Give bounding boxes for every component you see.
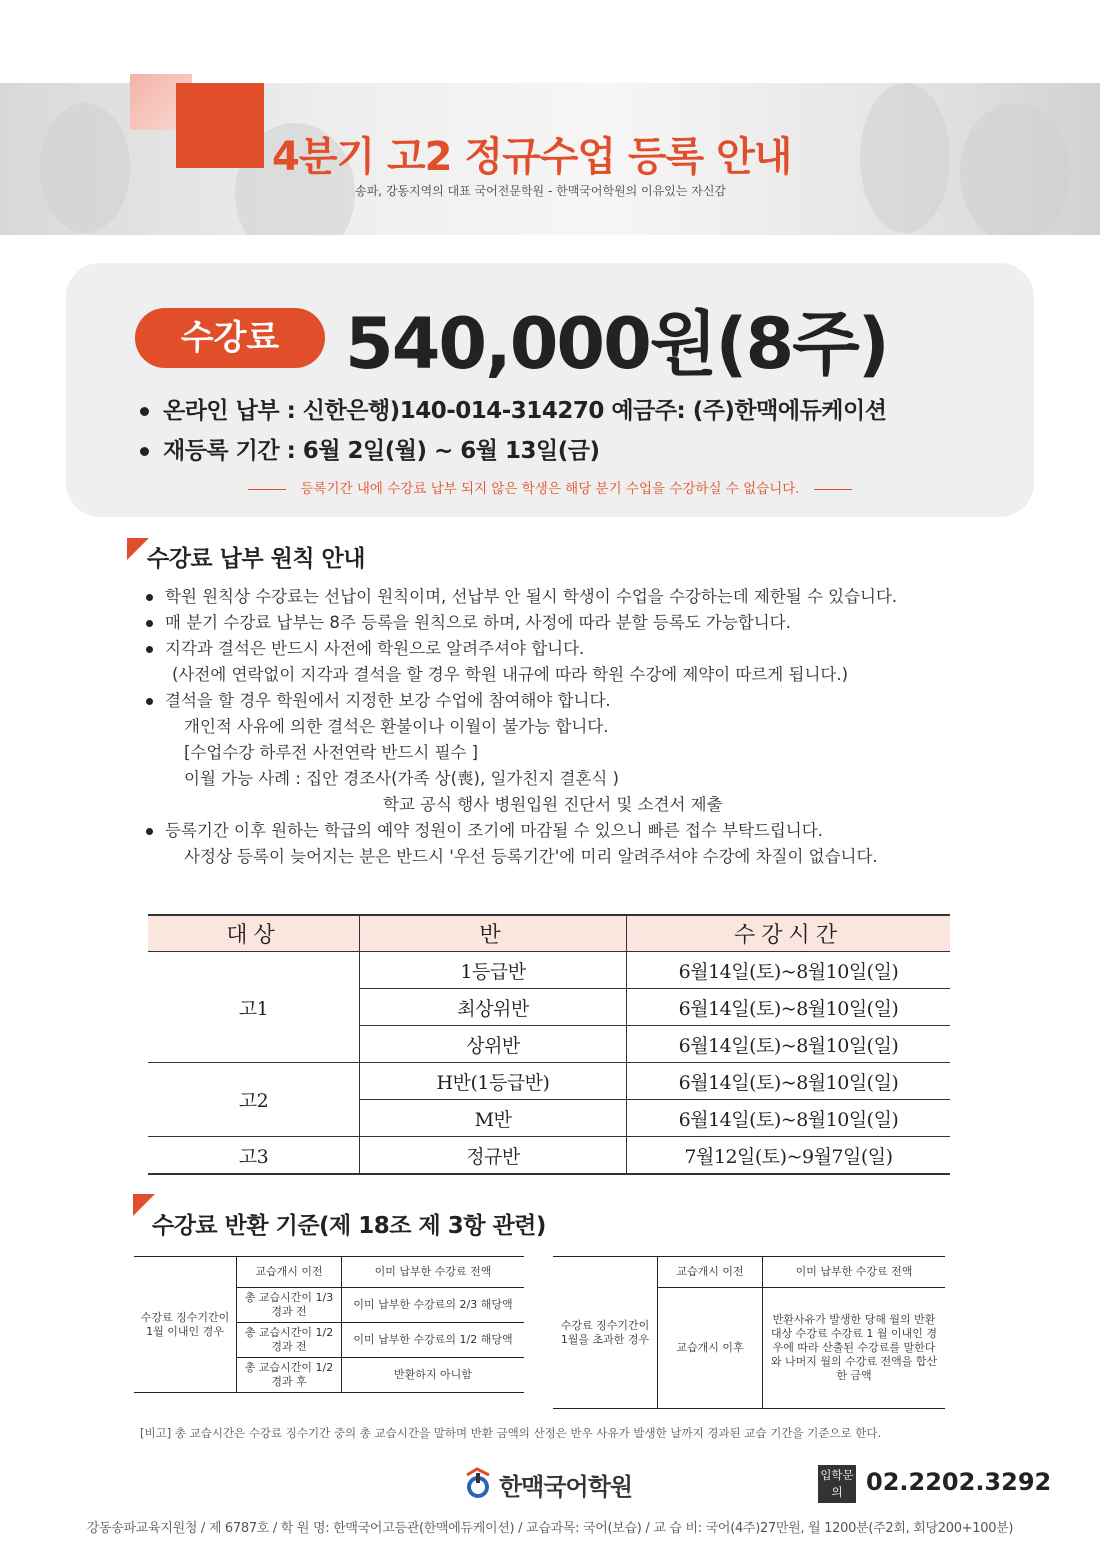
time-cell: 6월14일(토)~8월10일(일) [627, 952, 951, 989]
amount-cell: 이미 납부한 수강료의 1/2 해당액 [342, 1323, 525, 1358]
page-title: 4분기 고2 정규수업 등록 안내 [272, 134, 792, 180]
payment-text: 온라인 납부 : 신한은행)140-014-314270 예금주: (주)한맥에듀케이션 [163, 398, 887, 424]
group-cell: 고3 [148, 1137, 360, 1175]
amount-cell: 이미 납부한 수강료 전액 [342, 1257, 525, 1288]
banner-photo-figure [960, 103, 1070, 235]
bullet-icon [146, 594, 153, 601]
cond-cell: 교습개시 이후 [658, 1288, 763, 1409]
table-row [553, 1257, 945, 1288]
rules-list [146, 584, 1046, 870]
refund-table-left [134, 1256, 524, 1393]
list-item: 등록기간 이후 원하는 학급의 예약 정원이 조기에 마감될 수 있으니 빠른 접수 부탁드립니다. [146, 818, 1046, 844]
group-cell: 고1 [148, 952, 360, 1063]
period-cell: 수강료 징수기간이 1월 이내인 경우 [134, 1257, 237, 1393]
divider [248, 489, 286, 490]
refund-title: 수강료 반환 기준(제 18조 제 3항 관련) [152, 1213, 546, 1239]
time-cell: 6월14일(토)~8월10일(일) [627, 1026, 951, 1063]
time-cell: 6월14일(토)~8월10일(일) [627, 1100, 951, 1137]
cond-cell: 교습개시 이전 [237, 1257, 342, 1288]
inquiry-badge: 입학문의 [818, 1465, 856, 1503]
banner-photo-figure [40, 103, 130, 233]
schedule-table [148, 914, 950, 1175]
refund-table-right [553, 1256, 945, 1409]
class-cell: M반 [360, 1100, 627, 1137]
cond-cell: 총 교습시간이 1/3경과 전 [237, 1288, 342, 1323]
bullet-icon [140, 447, 149, 456]
page-subtitle: 송파, 강동지역의 대표 국어전문학원 - 한맥국어학원의 이유있는 자신감 [355, 184, 727, 198]
class-cell: 상위반 [360, 1026, 627, 1063]
header-target: 대상 [148, 915, 360, 952]
header-class: 반 [360, 915, 627, 952]
cond-cell: 총 교습시간이 1/2경과 전 [237, 1323, 342, 1358]
list-item: [수업수강 하루전 사전연락 반드시 필수 ] [184, 743, 479, 762]
hanmaek-logo-icon [463, 1467, 493, 1499]
header-time: 수강시간 [627, 915, 951, 952]
list-item: 결석을 할 경우 학원에서 지정한 보강 수업에 참여해야 합니다. [146, 688, 1046, 714]
class-cell: 최상위반 [360, 989, 627, 1026]
class-cell: 1등급반 [360, 952, 627, 989]
bullet-icon [140, 407, 149, 416]
list-item: 지각과 결석은 반드시 사전에 학원으로 알려주셔야 합니다. [146, 636, 1046, 662]
list-item: 이월 가능 사례 : 집안 경조사(가족 상(喪), 일가친지 결혼식 ) [184, 769, 619, 788]
class-cell: H반(1등급반) [360, 1063, 627, 1100]
reregister-line [140, 432, 599, 465]
table-row [148, 1137, 950, 1175]
amount-cell: 이미 납부한 수강료 전액 [763, 1257, 946, 1288]
section-marker-icon [127, 538, 149, 560]
bullet-icon [146, 646, 153, 653]
decor-square-red [176, 83, 264, 168]
reregister-text: 재등록 기간 : 6월 2일(월) ~ 6월 13일(금) [163, 438, 600, 464]
bullet-icon [146, 698, 153, 705]
table-header-row [148, 915, 950, 952]
time-cell: 7월12일(토)~9월7일(일) [627, 1137, 951, 1175]
list-item: 사정상 등록이 늦어지는 분은 반드시 '우선 등록기간'에 미리 알려주셔야 수강에 차질이 없습니다. [184, 847, 878, 866]
bullet-icon [146, 620, 153, 627]
phone-number[interactable]: 02.2202.3292 [866, 1468, 1052, 1496]
class-cell: 정규반 [360, 1137, 627, 1175]
rules-title: 수강료 납부 원칙 안내 [147, 546, 365, 572]
list-item: 학원 원칙상 수강료는 선납이 원칙이며, 선납부 안 될시 학생이 수업을 수강하는데 제한될 수 있습니다. [146, 584, 1046, 610]
fee-label-badge: 수강료 [135, 308, 325, 368]
fee-notice-text: 등록기간 내에 수강료 납부 되지 않은 학생은 해당 분기 수업을 수강하실 수 없습니다. [300, 481, 800, 497]
fee-notice [220, 477, 880, 497]
table-row [134, 1257, 524, 1288]
list-item: 개인적 사유에 의한 결석은 환불이나 이월이 불가능 합니다. [184, 717, 609, 736]
group-cell: 고2 [148, 1063, 360, 1137]
bullet-icon [146, 828, 153, 835]
cond-cell: 교습개시 이전 [658, 1257, 763, 1288]
divider [814, 489, 852, 490]
cond-cell: 총 교습시간이 1/2경과 후 [237, 1358, 342, 1393]
table-row [148, 1063, 950, 1100]
list-item: 매 분기 수강료 납부는 8주 등록을 원칙으로 하며, 사정에 따라 분할 등록도 가능합니다. [146, 610, 1046, 636]
time-cell: 6월14일(토)~8월10일(일) [627, 1063, 951, 1100]
amount-cell: 반환사유가 발생한 당해 월의 반환 대상 수강료 수강료 1 월 이내인 경우에 따라 산출된 수강료를 말한다 와 나머지 월의 수강료 전액을 합산한 금액 [763, 1288, 946, 1409]
logo-text: 한맥국어학원 [499, 1473, 633, 1501]
list-item: 학교 공식 행사 병원입원 진단서 및 소견서 제출 [383, 795, 723, 814]
payment-line [140, 392, 886, 425]
period-cell: 수강료 징수기간이 1월을 초과한 경우 [553, 1257, 658, 1409]
fee-amount: 540,000원(8주) [345, 303, 888, 385]
amount-cell: 반환하지 아니함 [342, 1358, 525, 1393]
footer-info: 강동송파교육지원청 / 제 6787호 / 학 원 명: 한맥국어고등관(한맥에듀케이션) / 교습과목: 국어(보습) / 교 습 비: 국어(4주)27만원, 월 1200분(주2회, 회당200+100분) [86, 1521, 1014, 1536]
amount-cell: 이미 납부한 수강료의 2/3 해당액 [342, 1288, 525, 1323]
table-row [148, 952, 950, 989]
time-cell: 6월14일(토)~8월10일(일) [627, 989, 951, 1026]
list-item: (사전에 연락없이 지각과 결석을 할 경우 학원 내규에 따라 학원 수강에 제약이 따르게 됩니다.) [172, 665, 849, 684]
refund-note: [비고] 총 교습시간은 수강료 징수기간 중의 총 교습시간을 말하며 반환 금액의 산정은 반우 사유가 발생한 날까지 경과된 교습 기간을 기준으로 한다. [140, 1426, 882, 1440]
